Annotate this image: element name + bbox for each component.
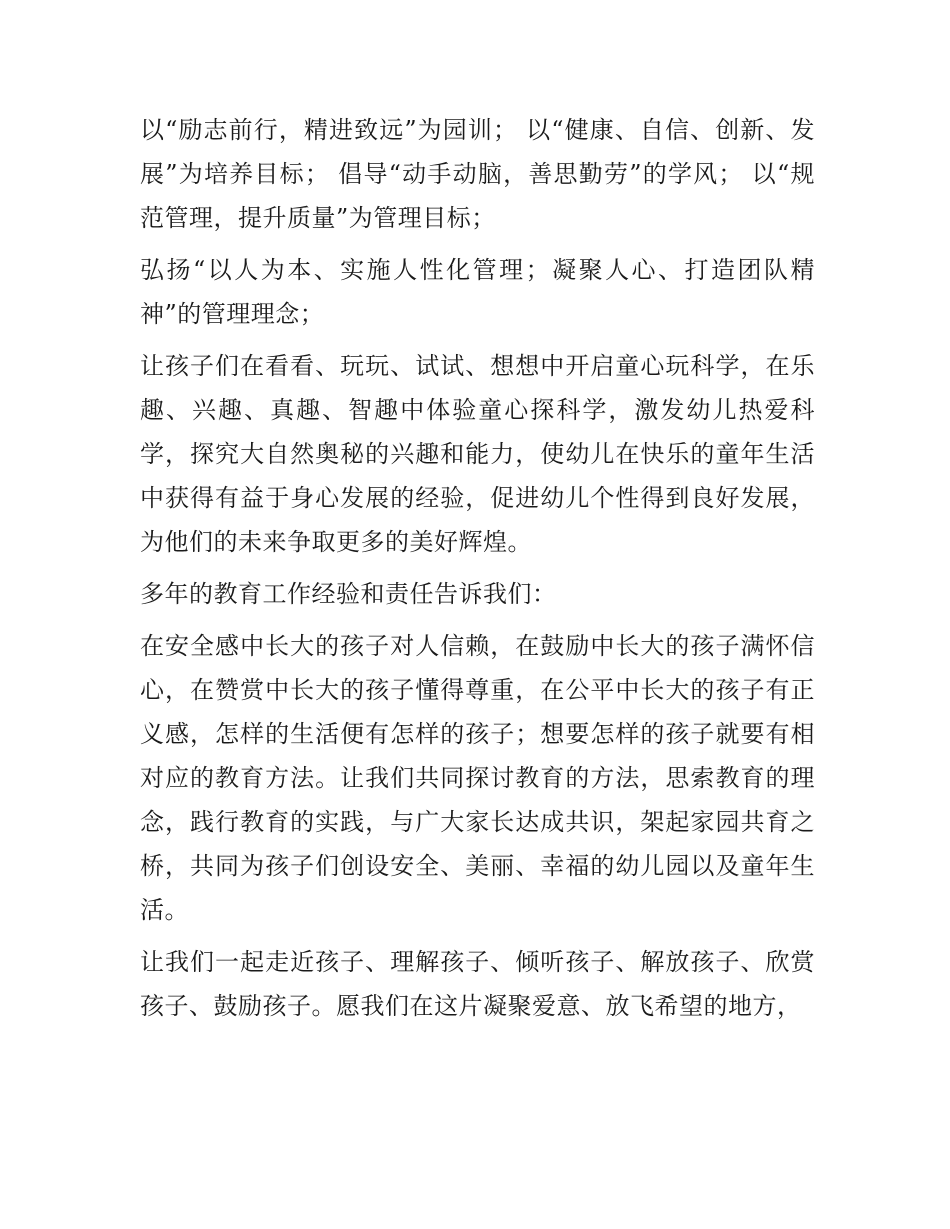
paragraph-growth-environment: 在安全感中长大的孩子对人信赖，在鼓励中长大的孩子满怀信心，在赞赏中长大的孩子懂得尊重，在公平中长大的孩子有正义感，怎样的生活便有怎样的孩子；想要怎样的孩子就要有相对应的教育方法。让我们共同探讨教育的方法，思索教育的理念，践行教育的实践，与广大家长达成共识，架起家园共育之桥，共同为孩子们创设安全、美丽、幸福的幼儿园以及童年生活。 <box>140 632 815 924</box>
document-body <box>140 108 815 1036</box>
paragraph-management-philosophy: 弘扬“以人为本、实施人性化管理；凝聚人心、打造团队精神”的管理理念； <box>140 256 815 328</box>
paragraph-experience-intro: 多年的教育工作经验和责任告诉我们： <box>140 580 557 608</box>
paragraph-science-education: 让孩子们在看看、玩玩、试试、想想中开启童心玩科学，在乐趣、兴趣、真趣、智趣中体验童心探科学，激发幼儿热爱科学，探究大自然奥秘的兴趣和能力，使幼儿在快乐的童年生活中获得有益于身心发展的经验，促进幼儿个性得到良好发展，为他们的未来争取更多的美好辉煌。 <box>140 352 815 556</box>
paragraph-motto: 以“励志前行，精进致远”为园训； 以“健康、自信、创新、发展”为培养目标； 倡导“动手动脑，善思勤劳”的学风； 以“规范管理，提升质量”为管理目标； <box>140 116 815 232</box>
paragraph-closing: 让我们一起走近孩子、理解孩子、倾听孩子、解放孩子、欣赏孩子、鼓励孩子。愿我们在这片凝聚爱意、放飞希望的地方， <box>140 948 815 1020</box>
